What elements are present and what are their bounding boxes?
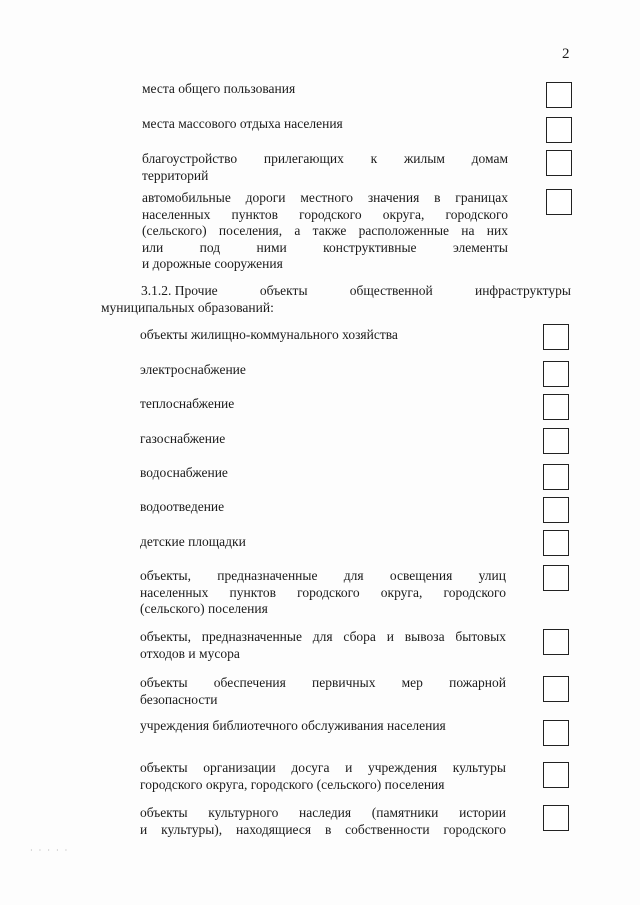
checkbox[interactable] — [543, 762, 569, 788]
checkbox[interactable] — [543, 497, 569, 523]
item-text-line: места массового отдыха населения — [142, 116, 343, 131]
item-text-line: территорий — [142, 167, 209, 183]
item-text-line: (сельского) поселения — [140, 601, 268, 616]
page-number: 2 — [562, 46, 570, 62]
item-text-line: объекты культурного наследия (памятники истории — [140, 805, 506, 820]
item-text-line: населенных пунктов городского округа, городского — [140, 584, 506, 600]
list-item — [140, 675, 506, 708]
heading-word: общественной — [349, 283, 433, 298]
item-text-line: автомобильные дороги местного значения в границах — [142, 190, 508, 205]
checkbox[interactable] — [546, 82, 572, 108]
item-text-line: газоснабжение — [140, 431, 226, 446]
item-text-line: и дорожные сооружения — [142, 256, 283, 271]
item-text-line: городского округа, городского (сельского) поселения — [140, 776, 445, 792]
list-item — [140, 760, 506, 793]
item-text-line: (сельского) поселения, а также расположенные на них — [142, 223, 508, 238]
checkbox[interactable] — [543, 629, 569, 655]
checkbox[interactable] — [546, 117, 572, 143]
section-heading — [101, 283, 571, 316]
item-text-line: учреждения библиотечного обслуживания населения — [140, 718, 446, 733]
scan-specks: · · · · · — [30, 846, 70, 855]
item-text-line: объекты жилищно-коммунального хозяйства — [140, 327, 398, 342]
heading-line: муниципальных образований: — [101, 299, 274, 315]
item-text-line: объекты, предназначенные для сбора и вывоза бытовых — [140, 629, 506, 644]
list-item — [142, 81, 508, 98]
item-text-line: места общего пользования — [142, 81, 296, 96]
heading-word: 3.1.2. Прочие — [141, 283, 218, 298]
list-item — [140, 465, 506, 482]
checkbox[interactable] — [543, 394, 569, 420]
item-text-line: или под ними конструктивные элементы — [142, 239, 508, 255]
checkbox[interactable] — [546, 189, 572, 215]
checkbox[interactable] — [543, 428, 569, 454]
item-text-line: объекты, предназначенные для освещения улиц — [140, 568, 506, 583]
checkbox[interactable] — [543, 676, 569, 702]
list-item — [142, 116, 508, 133]
list-item — [142, 190, 508, 273]
item-text-line: водоотведение — [140, 499, 225, 514]
item-text-line: населенных пунктов городского округа, городского — [142, 206, 508, 222]
checkbox[interactable] — [543, 805, 569, 831]
checkbox[interactable] — [543, 361, 569, 387]
list-item — [140, 629, 506, 662]
item-text-line: объекты организации досуга и учреждения культуры — [140, 760, 506, 775]
item-text-line: благоустройство прилегающих к жилым домам — [142, 151, 508, 166]
list-item — [140, 327, 506, 344]
list-item — [142, 151, 508, 184]
item-text-line: и культуры), находящиеся в собственности городского — [140, 821, 506, 837]
item-text-line: безопасности — [140, 691, 218, 707]
item-text-line: электроснабжение — [140, 362, 246, 377]
item-text-line: водоснабжение — [140, 465, 228, 480]
list-item — [140, 718, 506, 735]
list-item — [140, 499, 506, 516]
list-item — [140, 534, 506, 551]
heading-word: объекты — [259, 283, 308, 298]
checkbox[interactable] — [543, 565, 569, 591]
list-item — [140, 396, 506, 413]
checkbox[interactable] — [546, 150, 572, 176]
list-item — [140, 568, 506, 618]
heading-word: инфраструктуры — [474, 283, 571, 298]
item-text-line: объекты обеспечения первичных мер пожарной — [140, 675, 506, 690]
list-item — [140, 362, 506, 379]
checkbox[interactable] — [543, 720, 569, 746]
item-text-line: детские площадки — [140, 534, 246, 549]
checkbox[interactable] — [543, 464, 569, 490]
checkbox[interactable] — [543, 324, 569, 350]
list-item — [140, 431, 506, 448]
item-text-line: отходов и мусора — [140, 645, 240, 661]
list-item — [140, 805, 506, 838]
item-text-line: теплоснабжение — [140, 396, 235, 411]
checkbox[interactable] — [543, 530, 569, 556]
